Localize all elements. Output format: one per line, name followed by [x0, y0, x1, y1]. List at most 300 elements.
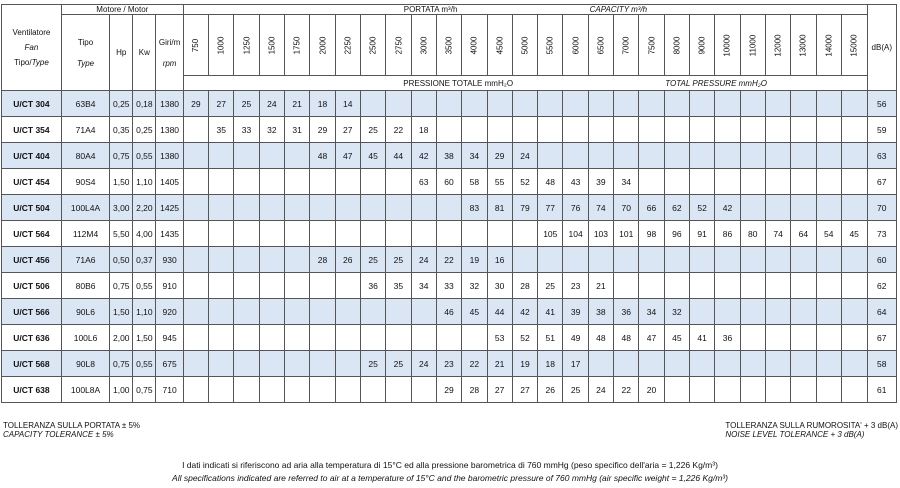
fan-header-en: Fan	[24, 43, 39, 52]
pressure-header	[183, 76, 867, 91]
kw-value: 0,25	[133, 117, 156, 143]
capacity-col-header	[538, 15, 563, 76]
pressure-cell: 24	[411, 247, 436, 273]
pressure-cell	[335, 273, 360, 299]
capacity-col-header	[791, 15, 816, 76]
pressure-cell: 48	[614, 325, 639, 351]
noise-value: 64	[867, 299, 896, 325]
pressure-cell	[740, 377, 765, 403]
motor-type: 80A4	[61, 143, 109, 169]
pressure-cell	[690, 299, 715, 325]
pressure-cell	[462, 91, 487, 117]
pressure-cell	[259, 169, 284, 195]
motor-type-en: Type	[76, 58, 95, 68]
capacity-col-header	[664, 15, 689, 76]
capacity-value: 6000	[571, 36, 581, 54]
pressure-cell	[285, 221, 310, 247]
capacity-col-header	[614, 15, 639, 76]
capacity-value: 3500	[444, 36, 454, 54]
fan-model: U/CT 636	[2, 325, 62, 351]
pressure-cell: 29	[436, 377, 461, 403]
pressure-cell: 22	[614, 377, 639, 403]
pressure-cell: 48	[538, 169, 563, 195]
noise-value: 59	[867, 117, 896, 143]
rpm-value: 1425	[156, 195, 183, 221]
pressure-cell: 27	[487, 377, 512, 403]
capacity-col-header	[841, 15, 867, 76]
capacity-value: 7500	[647, 36, 657, 54]
pressure-cell	[563, 143, 588, 169]
pressure-cell	[639, 117, 664, 143]
noise-header: dB(A)	[867, 5, 896, 91]
pressure-cell: 24	[512, 143, 537, 169]
pressure-cell	[259, 377, 284, 403]
pressure-cell	[209, 195, 234, 221]
pressure-cell	[512, 117, 537, 143]
noise-tolerance-it: TOLLERANZA SULLA RUMOROSITA' + 3 dB(A)	[725, 421, 898, 430]
capacity-col-header	[588, 15, 613, 76]
pressure-cell	[614, 91, 639, 117]
pressure-cell	[335, 325, 360, 351]
pressure-cell: 24	[259, 91, 284, 117]
kw-value: 0,55	[133, 273, 156, 299]
capacity-header	[183, 5, 867, 15]
capacity-col-header	[740, 15, 765, 76]
pressure-cell	[310, 195, 335, 221]
fan-model: U/CT 456	[2, 247, 62, 273]
pressure-cell: 27	[209, 91, 234, 117]
pressure-cell: 41	[538, 299, 563, 325]
pressure-cell: 22	[436, 247, 461, 273]
pressure-cell	[285, 247, 310, 273]
pressure-cell	[512, 91, 537, 117]
pressure-cell	[360, 195, 385, 221]
pressure-cell: 24	[411, 351, 436, 377]
pressure-cell	[740, 299, 765, 325]
pressure-cell	[386, 221, 411, 247]
pressure-cell	[816, 325, 841, 351]
table-row	[2, 273, 897, 299]
capacity-value: 11000	[748, 34, 758, 56]
table-row	[2, 195, 897, 221]
pressure-cell: 74	[588, 195, 613, 221]
pressure-cell	[841, 273, 867, 299]
motor-type: 112M4	[61, 221, 109, 247]
pressure-cell	[791, 273, 816, 299]
fan-model: U/CT 504	[2, 195, 62, 221]
motor-header: Motore / Motor	[61, 5, 183, 15]
motor-type: 90S4	[61, 169, 109, 195]
pressure-cell: 31	[285, 117, 310, 143]
pressure-cell: 34	[639, 299, 664, 325]
rpm-value: 930	[156, 247, 183, 273]
pressure-cell	[715, 91, 740, 117]
pressure-cell: 30	[487, 273, 512, 299]
pressure-cell	[234, 351, 259, 377]
pressure-cell	[588, 143, 613, 169]
motor-type: 71A4	[61, 117, 109, 143]
hp-value: 2,00	[110, 325, 133, 351]
rpm-en: rpm	[162, 58, 177, 68]
fan-model: U/CT 566	[2, 299, 62, 325]
kw-value: 1,10	[133, 299, 156, 325]
hp-value: 0,75	[110, 143, 133, 169]
pressure-cell	[639, 273, 664, 299]
capacity-value: 1500	[267, 36, 277, 54]
pressure-cell: 42	[715, 195, 740, 221]
capacity-col-header	[285, 15, 310, 76]
table-row	[2, 91, 897, 117]
capacity-value: 4500	[495, 36, 505, 54]
pressure-cell: 104	[563, 221, 588, 247]
capacity-col-header	[209, 15, 234, 76]
pressure-cell	[411, 299, 436, 325]
pressure-cell	[791, 143, 816, 169]
pressure-cell: 76	[563, 195, 588, 221]
pressure-cell: 28	[462, 377, 487, 403]
pressure-cell	[614, 117, 639, 143]
pressure-cell	[285, 143, 310, 169]
rpm-value: 920	[156, 299, 183, 325]
pressure-cell: 23	[436, 351, 461, 377]
fan-model: U/CT 564	[2, 221, 62, 247]
pressure-cell: 64	[791, 221, 816, 247]
pressure-cell: 32	[664, 299, 689, 325]
pressure-cell	[765, 91, 790, 117]
pressure-cell	[765, 299, 790, 325]
pressure-cell: 81	[487, 195, 512, 221]
noise-value: 58	[867, 351, 896, 377]
pressure-cell	[234, 247, 259, 273]
pressure-cell	[816, 273, 841, 299]
pressure-cell	[639, 247, 664, 273]
rpm-header	[156, 15, 183, 91]
pressure-cell: 80	[740, 221, 765, 247]
pressure-cell	[538, 247, 563, 273]
pressure-cell	[715, 273, 740, 299]
pressure-cell	[588, 117, 613, 143]
pressure-cell: 18	[411, 117, 436, 143]
hp-value: 0,75	[110, 351, 133, 377]
pressure-cell	[740, 351, 765, 377]
table-row	[2, 143, 897, 169]
pressure-cell	[740, 247, 765, 273]
pressure-cell	[386, 325, 411, 351]
motor-type: 63B4	[61, 91, 109, 117]
pressure-cell	[436, 221, 461, 247]
pressure-cell	[740, 143, 765, 169]
pressure-cell	[816, 377, 841, 403]
pressure-cell	[209, 273, 234, 299]
conditions-note-en: All specifications indicated are referred to air at a temperature of 15°C and the barometric pressure of 760 mmHg (air specific weight = 1,226 Kg/m³)	[172, 473, 728, 483]
table-row	[2, 299, 897, 325]
pressure-cell	[209, 143, 234, 169]
capacity-col-header	[183, 15, 208, 76]
pressure-cell: 26	[538, 377, 563, 403]
noise-value: 62	[867, 273, 896, 299]
pressure-cell	[563, 247, 588, 273]
pressure-cell	[816, 169, 841, 195]
pressure-cell: 25	[538, 273, 563, 299]
capacity-value: 13000	[798, 33, 808, 57]
fan-header-it: Ventilatore	[12, 28, 51, 37]
pressure-cell: 47	[639, 325, 664, 351]
kw-value: 0,75	[133, 377, 156, 403]
pressure-cell	[234, 143, 259, 169]
pressure-cell: 58	[462, 169, 487, 195]
noise-value: 67	[867, 169, 896, 195]
pressure-cell	[690, 247, 715, 273]
capacity-value: 12000	[773, 33, 783, 57]
pressure-cell	[538, 143, 563, 169]
table-row	[2, 117, 897, 143]
pressure-cell	[360, 91, 385, 117]
capacity-value: 2250	[343, 36, 353, 54]
pressure-cell: 17	[563, 351, 588, 377]
pressure-cell	[639, 169, 664, 195]
motor-type: 100L6	[61, 325, 109, 351]
fan-model: U/CT 568	[2, 351, 62, 377]
pressure-cell: 21	[588, 273, 613, 299]
pressure-cell	[791, 169, 816, 195]
pressure-cell	[234, 299, 259, 325]
pressure-cell: 47	[335, 143, 360, 169]
capacity-col-header	[690, 15, 715, 76]
kw-value: 2,20	[133, 195, 156, 221]
pressure-cell	[563, 117, 588, 143]
pressure-cell: 49	[563, 325, 588, 351]
pressure-cell	[183, 247, 208, 273]
pressure-cell	[740, 325, 765, 351]
capacity-col-header	[436, 15, 461, 76]
pressure-cell: 23	[563, 273, 588, 299]
pressure-cell: 38	[436, 143, 461, 169]
pressure-cell	[335, 351, 360, 377]
pressure-cell: 36	[360, 273, 385, 299]
pressure-cell	[183, 169, 208, 195]
pressure-cell	[664, 117, 689, 143]
pressure-cell	[360, 325, 385, 351]
capacity-value: 1000	[216, 36, 226, 54]
pressure-cell: 48	[588, 325, 613, 351]
capacity-col-header	[411, 15, 436, 76]
pressure-cell	[259, 299, 284, 325]
pressure-cell: 91	[690, 221, 715, 247]
pressure-cell: 46	[436, 299, 461, 325]
pressure-cell: 28	[512, 273, 537, 299]
pressure-cell	[209, 169, 234, 195]
pressure-cell	[335, 299, 360, 325]
pressure-cell	[386, 299, 411, 325]
pressure-cell: 66	[639, 195, 664, 221]
pressure-cell	[614, 247, 639, 273]
capacity-col-header	[715, 15, 740, 76]
pressure-cell	[791, 299, 816, 325]
pressure-cell	[234, 195, 259, 221]
noise-value: 56	[867, 91, 896, 117]
fan-header	[2, 5, 62, 91]
capacity-value: 6500	[596, 36, 606, 54]
pressure-cell	[740, 273, 765, 299]
pressure-cell	[183, 325, 208, 351]
noise-value: 61	[867, 377, 896, 403]
pressure-cell	[386, 91, 411, 117]
capacity-col-header	[386, 15, 411, 76]
capacity-col-header	[512, 15, 537, 76]
hp-value: 0,75	[110, 273, 133, 299]
pressure-cell	[462, 325, 487, 351]
pressure-cell	[386, 195, 411, 221]
pressure-cell	[335, 221, 360, 247]
pressure-cell	[588, 91, 613, 117]
motor-type-it: Tipo	[77, 37, 94, 47]
pressure-cell	[310, 221, 335, 247]
pressure-cell	[436, 195, 461, 221]
pressure-cell: 77	[538, 195, 563, 221]
pressure-cell: 96	[664, 221, 689, 247]
pressure-cell	[841, 117, 867, 143]
hp-value: 1,00	[110, 377, 133, 403]
pressure-cell: 29	[183, 91, 208, 117]
pressure-cell	[285, 351, 310, 377]
pressure-cell: 62	[664, 195, 689, 221]
pressure-cell	[841, 195, 867, 221]
pressure-cell: 34	[614, 169, 639, 195]
pressure-cell	[690, 377, 715, 403]
capacity-value: 2750	[393, 36, 403, 54]
capacity-value: 4000	[469, 36, 479, 54]
pressure-cell: 42	[411, 143, 436, 169]
capacity-col-header	[259, 15, 284, 76]
pressure-cell	[765, 117, 790, 143]
noise-value: 63	[867, 143, 896, 169]
pressure-cell	[740, 117, 765, 143]
pressure-cell	[614, 143, 639, 169]
pressure-cell	[209, 325, 234, 351]
pressure-cell	[285, 195, 310, 221]
pressure-cell	[791, 377, 816, 403]
pressure-cell: 18	[538, 351, 563, 377]
pressure-cell	[335, 377, 360, 403]
pressure-cell	[740, 91, 765, 117]
pressure-cell	[765, 169, 790, 195]
pressure-cell	[183, 351, 208, 377]
hp-value: 1,50	[110, 169, 133, 195]
pressure-cell: 22	[386, 117, 411, 143]
pressure-cell	[234, 325, 259, 351]
pressure-cell	[285, 299, 310, 325]
pressure-cell	[436, 117, 461, 143]
pressure-cell	[310, 273, 335, 299]
capacity-value: 3000	[419, 36, 429, 54]
pressure-cell	[765, 195, 790, 221]
kw-value: 1,50	[133, 325, 156, 351]
kw-header: Kw	[133, 15, 156, 91]
pressure-cell	[183, 377, 208, 403]
pressure-cell	[841, 91, 867, 117]
motor-type-header	[61, 15, 109, 91]
capacity-value: 1250	[242, 36, 252, 54]
pressure-cell	[765, 273, 790, 299]
pressure-cell	[816, 351, 841, 377]
pressure-cell	[209, 299, 234, 325]
pressure-cell	[360, 221, 385, 247]
noise-value: 70	[867, 195, 896, 221]
capacity-value: 8000	[672, 36, 682, 54]
pressure-cell: 25	[386, 351, 411, 377]
table-row	[2, 351, 897, 377]
pressure-cell	[841, 377, 867, 403]
pressure-cell	[234, 169, 259, 195]
pressure-cell: 83	[462, 195, 487, 221]
pressure-cell: 14	[335, 91, 360, 117]
type-header-it: Tipo/	[14, 58, 32, 67]
pressure-cell	[310, 351, 335, 377]
rpm-value: 1435	[156, 221, 183, 247]
pressure-cell: 42	[512, 299, 537, 325]
table-row	[2, 221, 897, 247]
capacity-col-header	[462, 15, 487, 76]
pressure-cell	[209, 377, 234, 403]
motor-type: 100L8A	[61, 377, 109, 403]
pressure-cell	[816, 247, 841, 273]
pressure-cell	[183, 117, 208, 143]
pressure-cell	[664, 169, 689, 195]
pressure-cell	[664, 91, 689, 117]
pressure-cell	[183, 273, 208, 299]
pressure-cell	[234, 221, 259, 247]
pressure-cell: 25	[360, 247, 385, 273]
pressure-cell	[183, 143, 208, 169]
table-row	[2, 377, 897, 403]
pressure-cell	[310, 325, 335, 351]
capacity-col-header	[360, 15, 385, 76]
pressure-cell	[715, 377, 740, 403]
table-row	[2, 325, 897, 351]
pressure-cell	[285, 169, 310, 195]
motor-type: 90L8	[61, 351, 109, 377]
pressure-cell	[639, 351, 664, 377]
pressure-cell: 48	[310, 143, 335, 169]
noise-value: 67	[867, 325, 896, 351]
capacity-value: 9000	[697, 36, 707, 54]
hp-value: 0,25	[110, 91, 133, 117]
capacity-value: 2500	[368, 36, 378, 54]
pressure-cell	[664, 377, 689, 403]
pressure-cell	[639, 143, 664, 169]
capacity-value: 5500	[545, 36, 555, 54]
fan-model: U/CT 304	[2, 91, 62, 117]
pressure-cell	[462, 117, 487, 143]
pressure-cell	[436, 325, 461, 351]
capacity-value: 750	[191, 38, 201, 52]
pressure-cell	[690, 351, 715, 377]
pressure-header-en: TOTAL PRESSURE mmH₂O	[665, 78, 768, 88]
pressure-cell: 54	[816, 221, 841, 247]
capacity-tolerance-it: TOLLERANZA SULLA PORTATA ± 5%	[3, 421, 141, 430]
capacity-col-header	[335, 15, 360, 76]
pressure-cell	[234, 377, 259, 403]
pressure-cell	[259, 221, 284, 247]
pressure-cell: 25	[563, 377, 588, 403]
pressure-cell	[614, 351, 639, 377]
pressure-cell	[816, 299, 841, 325]
pressure-cell	[209, 351, 234, 377]
pressure-cell: 45	[664, 325, 689, 351]
rpm-value: 1405	[156, 169, 183, 195]
fan-model: U/CT 506	[2, 273, 62, 299]
pressure-cell	[512, 247, 537, 273]
